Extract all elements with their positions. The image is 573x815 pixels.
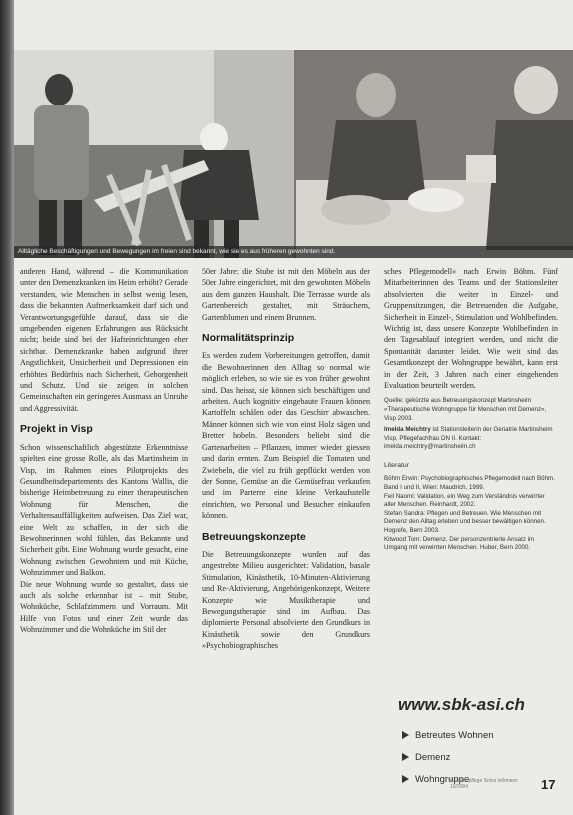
paragraph: 50er Jahre: die Stube ist mit den Möbeln aus der 50er Jahre eingerichtet, mit den gewohnten Möbeln aus dem ganzen Haushalt. Die Terrasse wurde als Gartenbereich gestaltet, mit Sträuchern, Gartenblumen und einem Brunnen.: [202, 267, 370, 322]
paragraph: Es werden zudem Vorbereitungen getroffen, damit die Bewohnerinnen den Alltag so normal wie möglich erleben, so wie sie es von früher gewohnt sind. Das heisst, sie können sich beschäftigen und arbeiten. Auch kognitiv eingebaute Frauen können Kartoffeln schälen oder das Geschirr abwaschen. Männer können sich wie von einst Holz sägen und Bretter hobeln. Besonders beliebt sind die Gartenarbeiten – Pflanzen, immer wieder giessen und darin ernten. Zum Beispiel die Tomaten und Zwiebeln, die viel zu früh gepflückt werden von der Sonne, Gemüse an die Gemüsefrau verkaufen und im Parterre eine kleine Verkaufsstelle einrichten, wo Personal und Besucher einkaufen können.: [202, 351, 370, 521]
photo-kitchen: [296, 50, 573, 258]
caption-text: Alltägliche Beschäftigungen und Bewegungen im freien sind bekannt, wie sie es aus früheren gewohnten sind.: [18, 248, 336, 255]
related-link-demenz[interactable]: [402, 746, 494, 768]
literature-item: Stefan Sandra: Pflegen und Betreuen. Wie Menschen mit Demenz den Alltag erleben und besser bewältigen können. Hogrefe, Bern 2003.: [384, 509, 546, 534]
website-url-link[interactable]: www.sbk-asi.ch: [398, 695, 525, 714]
related-link-label: Demenz: [415, 751, 451, 763]
section-heading-betreuung: Betreuungskonzepte: [202, 530, 306, 543]
section-heading-normalitaet: Normalitätsprinzip: [202, 332, 295, 345]
photo-workshop-illustration: [14, 50, 294, 258]
related-link-label: Wohngruppe: [415, 773, 470, 785]
text-column-3: [384, 266, 558, 553]
author-note: ist Stationsleiterin der Geriatrie Martinsheim Visp, Pflegefachfrau DN II. Kontakt: imelda.meichtry@martinsheim.ch: [384, 426, 553, 451]
literature-item: Böhm Erwin: Psychobiographisches Pflegemodell nach Böhm. Band I und II, Wien: Maudrich, 1999.: [384, 475, 555, 492]
author-name: Imelda Meichtry: [384, 426, 431, 434]
page-binding-shadow: [0, 0, 14, 815]
page-number: 17: [541, 777, 556, 792]
photo-kitchen-illustration: [296, 50, 573, 258]
paragraph: Die Betreuungskonzepte wurden auf das angestrebte Milieu ausgerichtet: Validation, basale Stimulation, Kinästhetik, 10-Minuten-Aktivierung und Re-Aktivierung, Angehörigenkonzept, Weitere Konzepte wie Musiktherapie und Bewegungstherapie sind im Aufbau. Das diplomierte Personal absolvierte den Grundkurs in Kinästhetik sowie den Grundkurs »Psychobiographisches: [202, 549, 370, 651]
related-link-betreutes-wohnen[interactable]: [402, 724, 494, 746]
source-note: Quelle: gekürzte aus Betreuungskonzept Martinsheim «Therapeutische Wohngruppe für Menschen mit Demenz», Visp 2003.: [384, 397, 547, 422]
arrow-right-icon: [402, 753, 409, 761]
related-link-label: Betreutes Wohnen: [415, 729, 494, 741]
arrow-right-icon: [402, 731, 409, 739]
literature-item: Kitwood Tom: Demenz. Der personzentrierte Ansatz im Umgang mit verwirrten Menschen. Huber, Bern 2000.: [384, 535, 535, 552]
photo-workshop: [14, 50, 294, 258]
photo-caption: [14, 246, 573, 258]
text-column-1: [20, 266, 188, 636]
paragraph: Schon wissenschaftlich abgestützte Erkenntnisse spielten eine grosse Rolle, als das Martinsheim in Visp, im Rahmen eines Pilotprojekts des Gesundheitsdepartements des Kantons Wallis, die bisherige Heimbetreuung zu einer therapeutischen Wohnung für Menschen, die Verhaltensauffälligkeiten aufweisen. Das Ziel war, eine Welt zu schaffen, in der sich die Bewohnerinnen wohl fühlen, das Bekannte und Sicherheit gibt. Eine Wohnung wurde gesucht, eine Wohnung zwischen Gewohntem und mit Küche, Wohnzimmer und Balkon.: [20, 442, 188, 578]
photo-strip: [14, 50, 573, 258]
paragraph: sches Pflegemodell« nach Erwin Böhm. Fünf Mitarbeiterinnen des Teams und der Stationsleiter absolvierten die weiter in Einzel- und Gruppensitzungen, die Betreuenden die Aufgabe, Sicherheit in Einzel-, Stimulation und Wohlbefinden. Wichtig ist, dass unsere Konzepte Wohlbefinden in den Tagesablauf integriert werden, und nicht die Spontanität darunter leidet. Wie weit sind das Gesamtkonzept der Wohngruppe bewährt, kann erst in der Zeit, 3 Jahren nach einer eingehenden Evaluation beurteilt werden.: [384, 267, 558, 391]
journal-footer: Krankenpflege Soins infirmiers 10/2004: [450, 778, 518, 790]
literature-heading: Literatur: [384, 462, 409, 470]
section-heading-projekt: Projekt in Visp: [20, 423, 93, 436]
text-column-2: [202, 266, 370, 652]
paragraph: anderen Hand, während – die Kommunikation unter den Demenzkranken im Heim erhöht? Gerade verstanden, wie Menschen in selbst wenig lesen, dass die bekannten Aufmerksamkeit darf sich und Verantwortungsgefühle darauf, dass sie die umgebenden eigenen Erfahrungen aus Rücksicht nicht; beide sind bei der Hafteinrichtungen eher sichtbar. Demenzkranke haben aufgrund ihrer Angstlichkeit, Unsicherheit und Depressionen ein erhöhtes Bedürfnis nach Sicherheit, Geborgenheit und Schutz. Und sie zeigen in solchen Gemeinschaften ein geringeres Ausmass an Unruhe und Aggressivität.: [20, 267, 188, 413]
literature-item: Feil Naomi: Validation, ein Weg zum Verständnis verwirrter alter Menschen. Reinhardt, 2002.: [384, 492, 545, 509]
arrow-right-icon: [402, 775, 409, 783]
paragraph: Die neue Wohnung wurde so gestaltet, dass sie auch als solche erkennbar ist – mit Stube, Wohnküche, Schlafzimmern und Vorraum. Mit Hilfe von Fotos und einer Zeit wurde das Wohnzimmer und die Wohnküche im Stil der: [20, 579, 188, 635]
